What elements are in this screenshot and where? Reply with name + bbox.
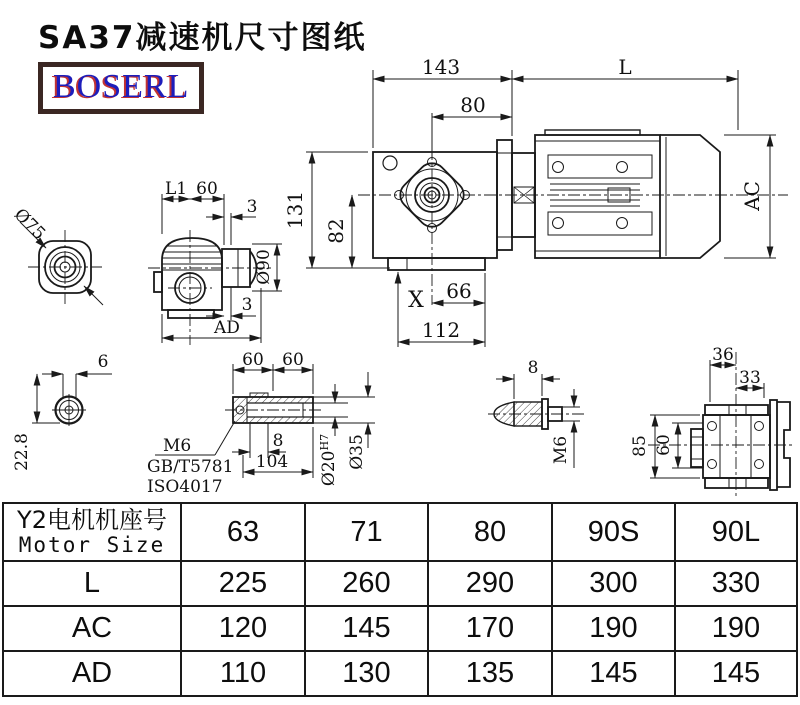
dim-label-36: 36	[712, 345, 734, 365]
dim-label-143: 143	[421, 55, 461, 79]
cell-L-80: 290	[428, 561, 552, 606]
dim-label-66: 66	[446, 279, 472, 303]
row-label-AC: AC	[3, 606, 181, 651]
note-label-M6: M6	[163, 436, 192, 456]
cell-L-63: 225	[181, 561, 305, 606]
dim-label-3-top: 3	[246, 197, 258, 217]
dim-label-dia20H7	[318, 434, 339, 486]
row-label-AD: AD	[3, 651, 181, 696]
cell-AC-90S: 190	[552, 606, 675, 651]
dim-label-8: 8	[272, 431, 284, 451]
dim-label-AD: AD	[214, 318, 240, 338]
dim-label-112: 112	[421, 318, 461, 342]
dim-label-X: X	[408, 288, 424, 313]
cell-L-71: 260	[305, 561, 428, 606]
dim-label-80: 80	[460, 93, 486, 117]
cell-AC-71: 145	[305, 606, 428, 651]
cell-AD-63: 110	[181, 651, 305, 696]
dimension-table	[2, 502, 798, 697]
page-title: SA37减速机尺寸图纸	[38, 20, 367, 56]
top-view-labels	[165, 179, 274, 338]
shaft-key-section	[32, 374, 112, 426]
dim-label-82: 82	[324, 218, 348, 244]
dim-label-dia35: Ø35	[347, 434, 367, 470]
table-row-L	[3, 561, 797, 606]
dim-label-M6-screw: M6	[551, 435, 571, 465]
dim-label-60-left: 60	[242, 350, 264, 370]
dim-label-6: 6	[97, 352, 109, 372]
table-row-AC	[3, 606, 797, 651]
rear-view-labels	[630, 345, 761, 457]
main-view-labels	[283, 55, 764, 342]
motor-size-col-90L: 90L	[675, 503, 797, 561]
cell-AD-90S: 145	[552, 651, 675, 696]
dim-label-131: 131	[283, 190, 307, 230]
motor-size-col-80: 80	[428, 503, 552, 561]
dim-label-85: 85	[630, 435, 650, 457]
dim-label-dia75: Ø75	[9, 204, 50, 245]
dim-label-60: 60	[196, 179, 218, 199]
dim-label-60-right: 60	[282, 350, 304, 370]
dim-label-dia20: Ø20	[319, 450, 339, 487]
motor-size-label-en: Motor Size	[18, 533, 166, 557]
cell-AD-71: 130	[305, 651, 428, 696]
dim-label-8-screw: 8	[527, 358, 539, 378]
dim-label-L1: L1	[164, 179, 188, 199]
rear-view-drawing	[648, 352, 795, 496]
dim-label-AC: AC	[740, 181, 764, 211]
cell-AC-63: 120	[181, 606, 305, 651]
dim-label-dia90: Ø90	[254, 249, 274, 285]
dim-label-104: 104	[255, 452, 289, 472]
table-header-row	[3, 503, 797, 561]
note-label-gb-standard: GB/T5781	[147, 457, 234, 477]
note-label-iso-standard: ISO4017	[147, 477, 223, 497]
motor-size-col-90S: 90S	[552, 503, 675, 561]
dim-label-L: L	[618, 55, 632, 79]
dim-label-60-rear: 60	[654, 434, 674, 456]
dim-label-33: 33	[739, 368, 761, 388]
cell-L-90S: 300	[552, 561, 675, 606]
cell-L-90L: 330	[675, 561, 797, 606]
dim-label-22-8: 22.8	[12, 433, 32, 471]
cell-AC-90L: 190	[675, 606, 797, 651]
cell-AD-90L: 145	[675, 651, 797, 696]
row-label-L: L	[3, 561, 181, 606]
table-row-AD	[3, 651, 797, 696]
motor-size-col-71: 71	[305, 503, 428, 561]
main-view-drawing	[306, 70, 788, 347]
cell-AC-80: 170	[428, 606, 552, 651]
dim-label-3-bottom: 3	[241, 295, 253, 315]
dim-label-H7: H7	[318, 433, 331, 451]
logo-text: BOSERL	[53, 68, 190, 105]
cell-AD-80: 135	[428, 651, 552, 696]
motor-size-col-63: 63	[181, 503, 305, 561]
motor-size-header-cell	[3, 503, 181, 561]
motor-size-label-zh: Y2电机机座号	[17, 506, 167, 534]
